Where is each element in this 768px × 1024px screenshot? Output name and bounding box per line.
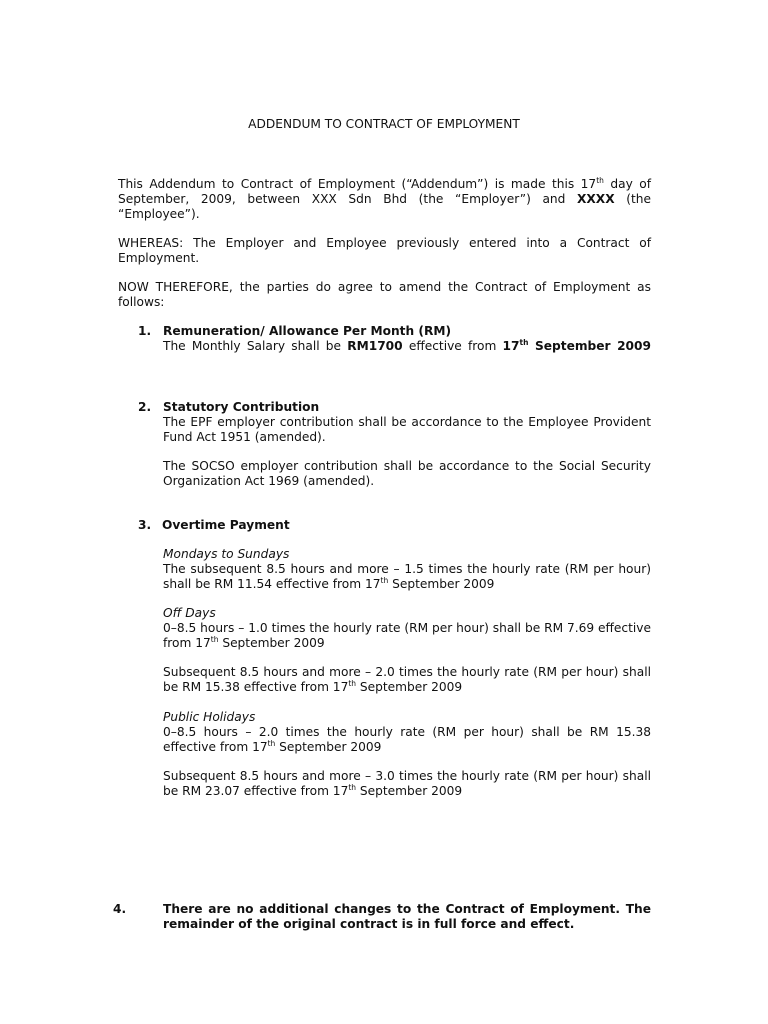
date-suffix: th (519, 338, 529, 347)
intro-text-end: (the “Employee”). (118, 192, 651, 221)
salary-effective-text: effective from (402, 339, 503, 353)
salary-amount: RM1700 (347, 339, 403, 353)
off-days-label: Off Days (163, 606, 216, 620)
epf-paragraph: The EPF employer contribution shall be accordance to the Employee Provident Fund Act 1951 (amended). (163, 415, 651, 444)
mondays-paragraph (163, 562, 651, 592)
off-days-paragraph-2 (163, 665, 651, 695)
mondays-date: September 2009 (388, 577, 495, 591)
item-number: 1. (138, 324, 152, 338)
date-suffix: th (348, 783, 357, 792)
off-days-date-2: September 2009 (356, 680, 463, 694)
date-day: 17 (502, 339, 520, 353)
public-holidays-paragraph-1 (163, 725, 651, 755)
item-heading: Overtime Payment (162, 518, 290, 532)
date-suffix: th (267, 739, 276, 748)
intro-paragraph (118, 177, 651, 222)
date-suffix: th (210, 635, 219, 644)
item-statutory-heading (138, 400, 651, 415)
item-number: 4. (113, 902, 127, 916)
off-days-date-1: September 2009 (218, 636, 325, 650)
item-number: 2. (138, 400, 152, 414)
public-holidays-text-2: Subsequent 8.5 hours and more – 3.0 times the hourly rate (RM per hour) shall be RM 23.07 effective from 17 (163, 769, 651, 798)
public-holidays-paragraph-2 (163, 769, 651, 799)
salary-text: The Monthly Salary shall be (163, 339, 348, 353)
date-suffix: th (380, 576, 389, 585)
item-remuneration-heading (138, 324, 651, 339)
item-heading: Statutory Contribution (163, 400, 320, 414)
intro-text-cont: day of September, 2009, between XXX Sdn Bhd (the “Employer”) and (118, 177, 651, 206)
socso-paragraph: The SOCSO employer contribution shall be accordance to the Social Security Organization Act 1969 (amended). (163, 459, 651, 488)
employee-name: XXXX (577, 192, 615, 206)
public-holidays-date-1: September 2009 (275, 740, 382, 754)
intro-text: This Addendum to Contract of Employment (“Addendum”) is made this 17 (118, 177, 597, 191)
salary-date-rest: September 2009 (528, 339, 651, 353)
public-holidays-text-1: 0–8.5 hours – 2.0 times the hourly rate (RM per hour) shall be RM 15.38 effective from 17 (163, 725, 651, 754)
off-days-paragraph-1 (163, 621, 651, 651)
item-no-changes (113, 902, 651, 932)
item-overtime-heading (138, 518, 651, 533)
mondays-label: Mondays to Sundays (163, 547, 290, 561)
date-suffix: th (348, 679, 357, 688)
public-holidays-label: Public Holidays (163, 710, 256, 724)
mondays-text: The subsequent 8.5 hours and more – 1.5 times the hourly rate (RM per hour) shall be RM 11.54 effective from 17 (163, 562, 651, 591)
intro-date-suffix: th (596, 176, 604, 185)
off-days-text-1: 0–8.5 hours – 1.0 times the hourly rate (RM per hour) shall be RM 7.69 effective from 17 (163, 621, 651, 650)
public-holidays-date-2: September 2009 (356, 784, 463, 798)
item-heading: Remuneration/ Allowance Per Month (RM) (163, 324, 452, 338)
salary-date-day (503, 339, 529, 353)
document-title: ADDENDUM TO CONTRACT OF EMPLOYMENT (248, 117, 520, 131)
off-days-text-2: Subsequent 8.5 hours and more – 2.0 times the hourly rate (RM per hour) shall be RM 15.38 effective from 17 (163, 665, 651, 694)
now-therefore-paragraph: NOW THEREFORE, the parties do agree to amend the Contract of Employment as follows: (118, 280, 651, 309)
whereas-paragraph: WHEREAS: The Employer and Employee previously entered into a Contract of Employment. (118, 236, 651, 265)
remuneration-line-1 (163, 339, 651, 354)
item-number: 3. (138, 518, 152, 532)
item-text: There are no additional changes to the Contract of Employment. The remainder of the original contract is in full force and effect. (163, 902, 651, 931)
